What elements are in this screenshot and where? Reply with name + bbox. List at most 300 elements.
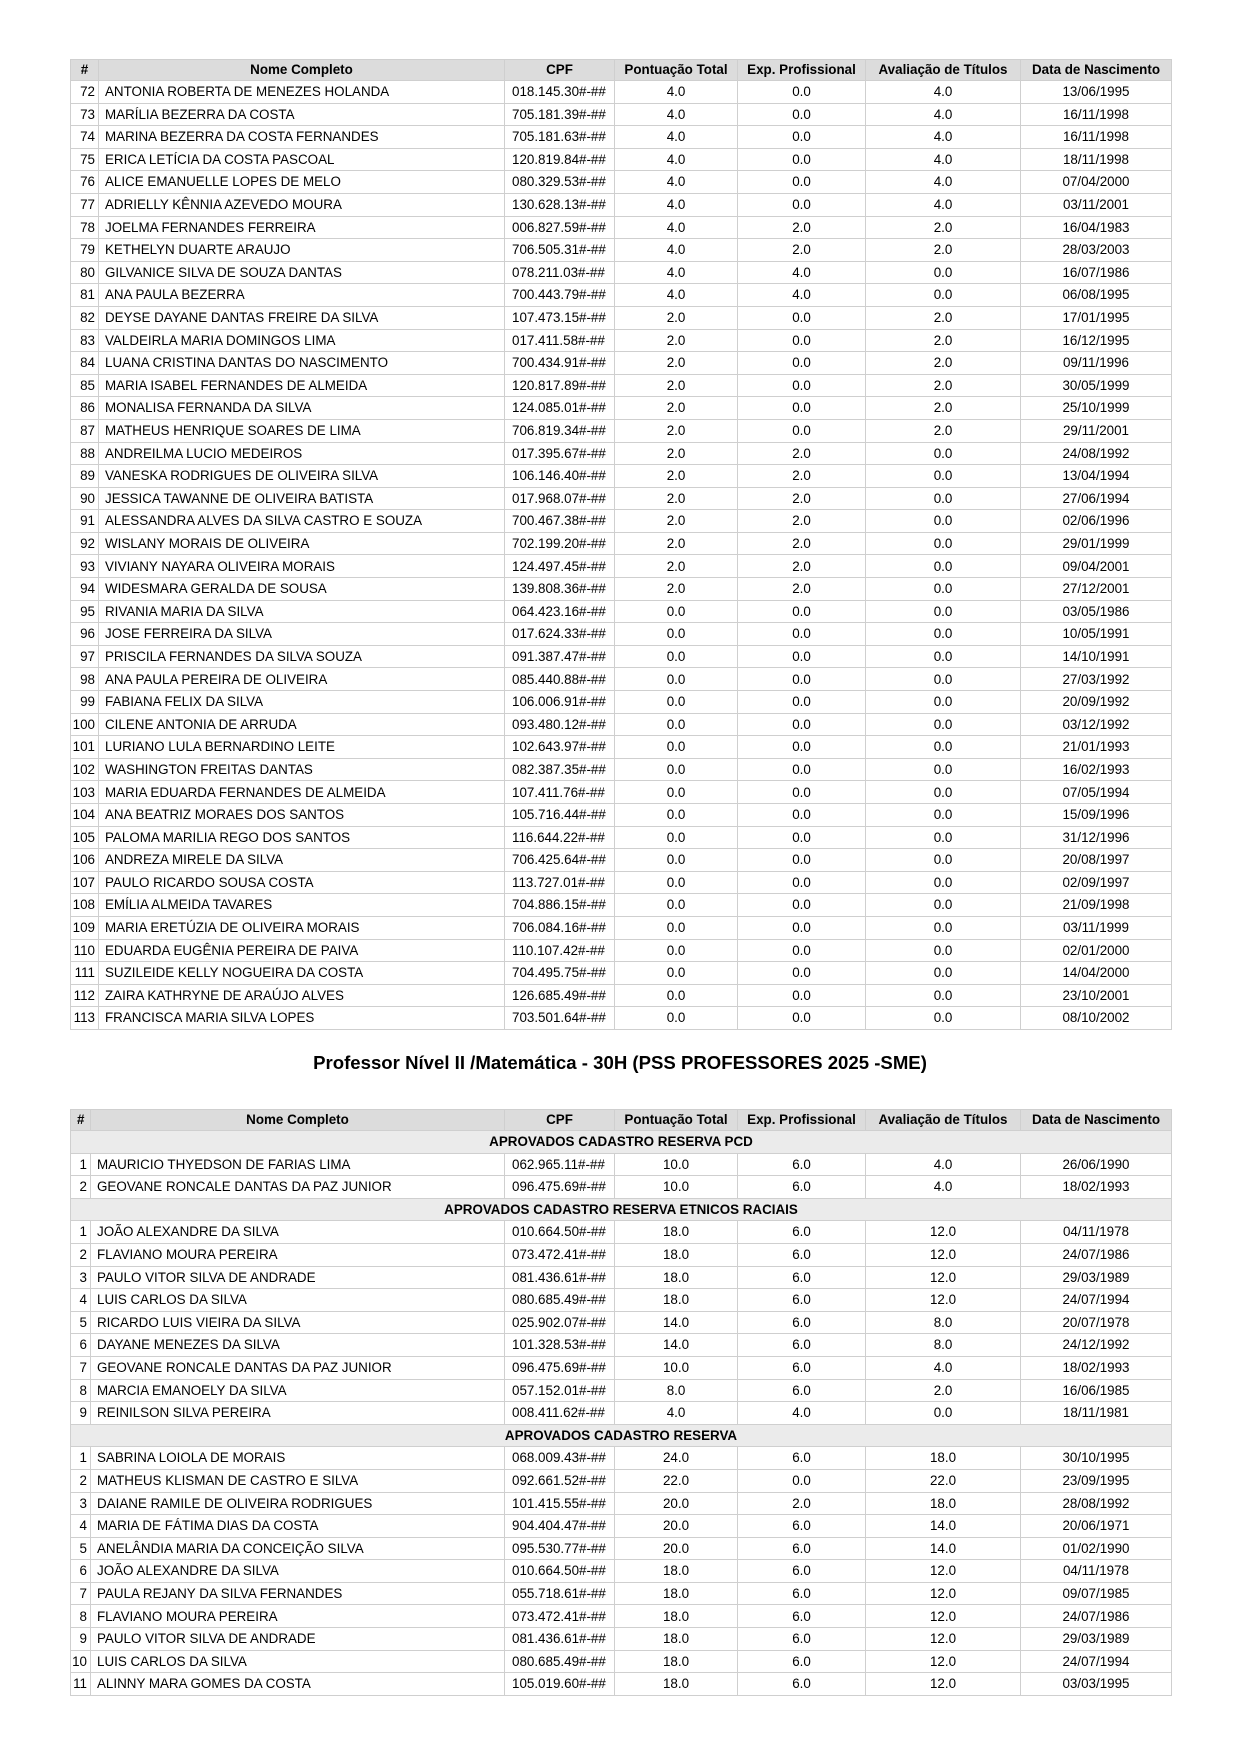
table-row — [71, 284, 1172, 307]
cell-cpf: 008.411.62#-## — [505, 1402, 615, 1425]
cell-cpf: 093.480.12#-## — [505, 713, 615, 736]
cell-total-score: 0.0 — [615, 623, 738, 646]
cell-total-score: 4.0 — [615, 239, 738, 262]
cell-title-evaluation: 12.0 — [866, 1650, 1021, 1673]
cell-name: DAIANE RAMILE DE OLIVEIRA RODRIGUES — [91, 1492, 505, 1515]
cell-total-score: 0.0 — [615, 826, 738, 849]
cell-title-evaluation: 0.0 — [866, 826, 1021, 849]
cell-number: 101 — [71, 736, 99, 759]
cell-professional-exp: 0.0 — [738, 600, 866, 623]
cell-total-score: 2.0 — [615, 442, 738, 465]
cell-title-evaluation: 2.0 — [866, 374, 1021, 397]
cell-title-evaluation: 4.0 — [866, 148, 1021, 171]
cell-professional-exp: 0.0 — [738, 962, 866, 985]
table-row — [71, 668, 1172, 691]
cell-number: 2 — [71, 1243, 91, 1266]
cell-professional-exp: 0.0 — [738, 419, 866, 442]
table-row — [71, 465, 1172, 488]
table-row — [71, 849, 1172, 872]
cell-birth-date: 02/06/1996 — [1021, 510, 1172, 533]
cell-title-evaluation: 0.0 — [866, 849, 1021, 872]
cell-total-score: 2.0 — [615, 329, 738, 352]
cell-cpf: 124.497.45#-## — [505, 555, 615, 578]
cell-title-evaluation: 12.0 — [866, 1221, 1021, 1244]
cell-title-evaluation: 12.0 — [866, 1628, 1021, 1651]
table-row — [71, 962, 1172, 985]
section-title: Professor Nível II /Matemática - 30H (PSS PROFESSORES 2025 -SME) — [313, 1052, 927, 1073]
cell-professional-exp: 0.0 — [738, 623, 866, 646]
cell-name: EMÍLIA ALMEIDA TAVARES — [99, 894, 505, 917]
cell-professional-exp: 6.0 — [738, 1266, 866, 1289]
cell-cpf: 120.817.89#-## — [505, 374, 615, 397]
cell-number: 82 — [71, 306, 99, 329]
cell-name: DEYSE DAYANE DANTAS FREIRE DA SILVA — [99, 306, 505, 329]
cell-name: JOSE FERREIRA DA SILVA — [99, 623, 505, 646]
cell-title-evaluation: 12.0 — [866, 1673, 1021, 1696]
cell-name: MARIA ERETÚZIA DE OLIVEIRA MORAIS — [99, 916, 505, 939]
cell-name: MARÍLIA BEZERRA DA COSTA — [99, 103, 505, 126]
cell-cpf: 096.475.69#-## — [505, 1356, 615, 1379]
cell-number: 94 — [71, 578, 99, 601]
cell-total-score: 18.0 — [615, 1605, 738, 1628]
cell-total-score: 2.0 — [615, 397, 738, 420]
table-row — [71, 1153, 1172, 1176]
cell-number: 84 — [71, 352, 99, 375]
col-header-number: # — [71, 60, 99, 81]
table-2-header — [71, 1110, 1172, 1131]
table-row — [71, 171, 1172, 194]
cell-number: 4 — [71, 1289, 91, 1312]
cell-total-score: 18.0 — [615, 1582, 738, 1605]
cell-cpf: 064.423.16#-## — [505, 600, 615, 623]
cell-total-score: 2.0 — [615, 419, 738, 442]
cell-number: 93 — [71, 555, 99, 578]
cell-cpf: 700.467.38#-## — [505, 510, 615, 533]
cell-total-score: 0.0 — [615, 713, 738, 736]
table-row — [71, 532, 1172, 555]
cell-cpf: 705.181.39#-## — [505, 103, 615, 126]
cell-title-evaluation: 12.0 — [866, 1582, 1021, 1605]
cell-title-evaluation: 4.0 — [866, 1176, 1021, 1199]
cell-total-score: 4.0 — [615, 284, 738, 307]
cell-title-evaluation: 18.0 — [866, 1447, 1021, 1470]
cell-birth-date: 20/07/1978 — [1021, 1311, 1172, 1334]
cell-professional-exp: 6.0 — [738, 1515, 866, 1538]
cell-professional-exp: 6.0 — [738, 1334, 866, 1357]
cell-total-score: 0.0 — [615, 600, 738, 623]
cell-professional-exp: 6.0 — [738, 1628, 866, 1651]
cell-total-score: 0.0 — [615, 781, 738, 804]
cell-total-score: 0.0 — [615, 668, 738, 691]
cell-professional-exp: 6.0 — [738, 1582, 866, 1605]
table-row — [71, 510, 1172, 533]
cell-title-evaluation: 4.0 — [866, 103, 1021, 126]
cell-name: ZAIRA KATHRYNE DE ARAÚJO ALVES — [99, 984, 505, 1007]
cell-birth-date: 30/05/1999 — [1021, 374, 1172, 397]
cell-total-score: 0.0 — [615, 1007, 738, 1030]
cell-name: VALDEIRLA MARIA DOMINGOS LIMA — [99, 329, 505, 352]
col-header-cpf: CPF — [505, 1110, 615, 1131]
cell-birth-date: 03/12/1992 — [1021, 713, 1172, 736]
table-row — [71, 1605, 1172, 1628]
cell-cpf: 706.425.64#-## — [505, 849, 615, 872]
table-row — [71, 487, 1172, 510]
cell-professional-exp: 0.0 — [738, 397, 866, 420]
cell-total-score: 2.0 — [615, 306, 738, 329]
cell-professional-exp: 0.0 — [738, 871, 866, 894]
cell-cpf: 101.415.55#-## — [505, 1492, 615, 1515]
table-row — [71, 1469, 1172, 1492]
cell-professional-exp: 6.0 — [738, 1311, 866, 1334]
cell-name: GILVANICE SILVA DE SOUZA DANTAS — [99, 261, 505, 284]
cell-number: 89 — [71, 465, 99, 488]
cell-number: 75 — [71, 148, 99, 171]
cell-cpf: 130.628.13#-## — [505, 193, 615, 216]
cell-name: KETHELYN DUARTE ARAUJO — [99, 239, 505, 262]
cell-number: 79 — [71, 239, 99, 262]
cell-name: FRANCISCA MARIA SILVA LOPES — [99, 1007, 505, 1030]
cell-birth-date: 04/11/1978 — [1021, 1560, 1172, 1583]
cell-birth-date: 09/07/1985 — [1021, 1582, 1172, 1605]
cell-number: 8 — [71, 1605, 91, 1628]
cell-total-score: 2.0 — [615, 555, 738, 578]
cell-name: ANDREILMA LUCIO MEDEIROS — [99, 442, 505, 465]
cell-title-evaluation: 0.0 — [866, 578, 1021, 601]
cell-professional-exp: 4.0 — [738, 1402, 866, 1425]
cell-number: 107 — [71, 871, 99, 894]
cell-cpf: 085.440.88#-## — [505, 668, 615, 691]
cell-title-evaluation: 12.0 — [866, 1605, 1021, 1628]
table-row — [71, 239, 1172, 262]
cell-professional-exp: 2.0 — [738, 578, 866, 601]
table-row — [71, 758, 1172, 781]
cell-birth-date: 14/04/2000 — [1021, 962, 1172, 985]
cell-cpf: 092.661.52#-## — [505, 1469, 615, 1492]
header-row — [71, 60, 1172, 81]
cell-professional-exp: 0.0 — [738, 374, 866, 397]
cell-birth-date: 16/02/1993 — [1021, 758, 1172, 781]
cell-cpf: 113.727.01#-## — [505, 871, 615, 894]
cell-number: 106 — [71, 849, 99, 872]
category-title: APROVADOS CADASTRO RESERVA ETNICOS RACIAIS — [71, 1198, 1172, 1221]
cell-name: EDUARDA EUGÊNIA PEREIRA DE PAIVA — [99, 939, 505, 962]
cell-cpf: 082.387.35#-## — [505, 758, 615, 781]
cell-total-score: 4.0 — [615, 193, 738, 216]
col-header-total-score: Pontuação Total — [615, 60, 738, 81]
cell-name: VANESKA RODRIGUES DE OLIVEIRA SILVA — [99, 465, 505, 488]
cell-birth-date: 07/05/1994 — [1021, 781, 1172, 804]
table-row — [71, 555, 1172, 578]
cell-number: 92 — [71, 532, 99, 555]
cell-total-score: 0.0 — [615, 804, 738, 827]
cell-name: ANDREZA MIRELE DA SILVA — [99, 849, 505, 872]
cell-professional-exp: 6.0 — [738, 1447, 866, 1470]
cell-professional-exp: 6.0 — [738, 1289, 866, 1312]
cell-total-score: 2.0 — [615, 532, 738, 555]
cell-total-score: 2.0 — [615, 487, 738, 510]
cell-birth-date: 29/03/1989 — [1021, 1266, 1172, 1289]
cell-birth-date: 21/09/1998 — [1021, 894, 1172, 917]
table-row — [71, 691, 1172, 714]
cell-professional-exp: 0.0 — [738, 171, 866, 194]
cell-cpf: 700.434.91#-## — [505, 352, 615, 375]
cell-cpf: 068.009.43#-## — [505, 1447, 615, 1470]
cell-professional-exp: 0.0 — [738, 1469, 866, 1492]
cell-professional-exp: 6.0 — [738, 1560, 866, 1583]
cell-total-score: 20.0 — [615, 1515, 738, 1538]
cell-name: MATHEUS HENRIQUE SOARES DE LIMA — [99, 419, 505, 442]
cell-name: FLAVIANO MOURA PEREIRA — [91, 1605, 505, 1628]
cell-title-evaluation: 14.0 — [866, 1515, 1021, 1538]
cell-total-score: 0.0 — [615, 849, 738, 872]
cell-birth-date: 13/06/1995 — [1021, 81, 1172, 104]
cell-cpf: 120.819.84#-## — [505, 148, 615, 171]
cell-number: 73 — [71, 103, 99, 126]
cell-name: WASHINGTON FREITAS DANTAS — [99, 758, 505, 781]
cell-professional-exp: 0.0 — [738, 352, 866, 375]
cell-title-evaluation: 0.0 — [866, 645, 1021, 668]
cell-number: 76 — [71, 171, 99, 194]
cell-birth-date: 25/10/1999 — [1021, 397, 1172, 420]
col-header-name: Nome Completo — [99, 60, 505, 81]
cell-professional-exp: 0.0 — [738, 849, 866, 872]
table-row — [71, 939, 1172, 962]
cell-total-score: 18.0 — [615, 1560, 738, 1583]
cell-cpf: 062.965.11#-## — [505, 1153, 615, 1176]
cell-number: 108 — [71, 894, 99, 917]
cell-professional-exp: 0.0 — [738, 713, 866, 736]
cell-number: 109 — [71, 916, 99, 939]
cell-title-evaluation: 4.0 — [866, 126, 1021, 149]
cell-title-evaluation: 2.0 — [866, 1379, 1021, 1402]
cell-birth-date: 18/02/1993 — [1021, 1356, 1172, 1379]
cell-name: SABRINA LOIOLA DE MORAIS — [91, 1447, 505, 1470]
cell-professional-exp: 2.0 — [738, 442, 866, 465]
cell-birth-date: 31/12/1996 — [1021, 826, 1172, 849]
cell-birth-date: 27/03/1992 — [1021, 668, 1172, 691]
cell-birth-date: 18/11/1998 — [1021, 148, 1172, 171]
table-row — [71, 126, 1172, 149]
table-row — [71, 1356, 1172, 1379]
table-row — [71, 1447, 1172, 1470]
cell-total-score: 4.0 — [615, 171, 738, 194]
cell-name: REINILSON SILVA PEREIRA — [91, 1402, 505, 1425]
cell-total-score: 2.0 — [615, 465, 738, 488]
cell-cpf: 706.819.34#-## — [505, 419, 615, 442]
cell-name: ALICE EMANUELLE LOPES DE MELO — [99, 171, 505, 194]
cell-total-score: 4.0 — [615, 1402, 738, 1425]
cell-name: WISLANY MORAIS DE OLIVEIRA — [99, 532, 505, 555]
cell-professional-exp: 0.0 — [738, 103, 866, 126]
cell-title-evaluation: 0.0 — [866, 600, 1021, 623]
cell-total-score: 18.0 — [615, 1628, 738, 1651]
cell-cpf: 017.395.67#-## — [505, 442, 615, 465]
cell-number: 100 — [71, 713, 99, 736]
cell-title-evaluation: 4.0 — [866, 1153, 1021, 1176]
table-row — [71, 148, 1172, 171]
cell-name: JOÃO ALEXANDRE DA SILVA — [91, 1560, 505, 1583]
table-row — [71, 736, 1172, 759]
cell-number: 88 — [71, 442, 99, 465]
cell-title-evaluation: 0.0 — [866, 465, 1021, 488]
cell-number: 5 — [71, 1537, 91, 1560]
cell-number: 112 — [71, 984, 99, 1007]
cell-professional-exp: 2.0 — [738, 465, 866, 488]
cell-total-score: 2.0 — [615, 352, 738, 375]
cell-number: 74 — [71, 126, 99, 149]
cell-birth-date: 20/08/1997 — [1021, 849, 1172, 872]
cell-name: MARIA ISABEL FERNANDES DE ALMEIDA — [99, 374, 505, 397]
cell-cpf: 096.475.69#-## — [505, 1176, 615, 1199]
cell-cpf: 095.530.77#-## — [505, 1537, 615, 1560]
cell-professional-exp: 6.0 — [738, 1379, 866, 1402]
cell-professional-exp: 0.0 — [738, 645, 866, 668]
cell-professional-exp: 2.0 — [738, 239, 866, 262]
cell-professional-exp: 0.0 — [738, 826, 866, 849]
table-row — [71, 1289, 1172, 1312]
cell-total-score: 10.0 — [615, 1356, 738, 1379]
table-row — [71, 1221, 1172, 1244]
cell-cpf: 116.644.22#-## — [505, 826, 615, 849]
cell-total-score: 0.0 — [615, 871, 738, 894]
col-header-birth-date: Data de Nascimento — [1021, 1110, 1172, 1131]
table-row — [71, 1515, 1172, 1538]
cell-total-score: 2.0 — [615, 374, 738, 397]
cell-name: MARIA DE FÁTIMA DIAS DA COSTA — [91, 1515, 505, 1538]
table-row — [71, 419, 1172, 442]
cell-birth-date: 23/09/1995 — [1021, 1469, 1172, 1492]
cell-number: 85 — [71, 374, 99, 397]
cell-professional-exp: 6.0 — [738, 1605, 866, 1628]
cell-number: 11 — [71, 1673, 91, 1696]
cell-cpf: 080.685.49#-## — [505, 1650, 615, 1673]
cell-birth-date: 27/12/2001 — [1021, 578, 1172, 601]
cell-birth-date: 03/05/1986 — [1021, 600, 1172, 623]
cell-cpf: 057.152.01#-## — [505, 1379, 615, 1402]
cell-number: 86 — [71, 397, 99, 420]
cell-cpf: 078.211.03#-## — [505, 261, 615, 284]
cell-birth-date: 02/09/1997 — [1021, 871, 1172, 894]
col-header-birth-date: Data de Nascimento — [1021, 60, 1172, 81]
cell-number: 81 — [71, 284, 99, 307]
cell-birth-date: 18/02/1993 — [1021, 1176, 1172, 1199]
cell-cpf: 102.643.97#-## — [505, 736, 615, 759]
cell-cpf: 010.664.50#-## — [505, 1560, 615, 1583]
cell-number: 102 — [71, 758, 99, 781]
cell-total-score: 0.0 — [615, 758, 738, 781]
cell-cpf: 704.886.15#-## — [505, 894, 615, 917]
cell-cpf: 017.624.33#-## — [505, 623, 615, 646]
cell-number: 103 — [71, 781, 99, 804]
cell-cpf: 700.443.79#-## — [505, 284, 615, 307]
cell-title-evaluation: 0.0 — [866, 962, 1021, 985]
cell-name: ANELÂNDIA MARIA DA CONCEIÇÃO SILVA — [91, 1537, 505, 1560]
cell-professional-exp: 0.0 — [738, 894, 866, 917]
table-row — [71, 781, 1172, 804]
cell-birth-date: 16/11/1998 — [1021, 126, 1172, 149]
cell-total-score: 24.0 — [615, 1447, 738, 1470]
cell-number: 7 — [71, 1356, 91, 1379]
cell-total-score: 0.0 — [615, 916, 738, 939]
cell-birth-date: 03/11/1999 — [1021, 916, 1172, 939]
cell-professional-exp: 0.0 — [738, 148, 866, 171]
cell-birth-date: 24/07/1986 — [1021, 1605, 1172, 1628]
cell-name: GEOVANE RONCALE DANTAS DA PAZ JUNIOR — [91, 1356, 505, 1379]
cell-name: LURIANO LULA BERNARDINO LEITE — [99, 736, 505, 759]
cell-professional-exp: 2.0 — [738, 532, 866, 555]
cell-name: ANA PAULA PEREIRA DE OLIVEIRA — [99, 668, 505, 691]
table-row — [71, 1311, 1172, 1334]
cell-professional-exp: 0.0 — [738, 781, 866, 804]
cell-number: 80 — [71, 261, 99, 284]
table-1-header — [71, 60, 1172, 81]
table-row — [71, 81, 1172, 104]
cell-title-evaluation: 0.0 — [866, 284, 1021, 307]
cell-title-evaluation: 0.0 — [866, 623, 1021, 646]
cell-birth-date: 16/11/1998 — [1021, 103, 1172, 126]
cell-name: ERICA LETÍCIA DA COSTA PASCOAL — [99, 148, 505, 171]
cell-name: PAULO RICARDO SOUSA COSTA — [99, 871, 505, 894]
cell-number: 111 — [71, 962, 99, 985]
cell-cpf: 080.329.53#-## — [505, 171, 615, 194]
cell-title-evaluation: 0.0 — [866, 1007, 1021, 1030]
cell-number: 8 — [71, 1379, 91, 1402]
cell-title-evaluation: 0.0 — [866, 736, 1021, 759]
cell-cpf: 107.473.15#-## — [505, 306, 615, 329]
cell-title-evaluation: 4.0 — [866, 1356, 1021, 1379]
cell-title-evaluation: 2.0 — [866, 216, 1021, 239]
table-row — [71, 894, 1172, 917]
cell-birth-date: 23/10/2001 — [1021, 984, 1172, 1007]
cell-number: 87 — [71, 419, 99, 442]
col-header-title-evaluation: Avaliação de Títulos — [866, 1110, 1021, 1131]
table-2-body — [71, 1131, 1172, 1696]
cell-number: 95 — [71, 600, 99, 623]
cell-total-score: 8.0 — [615, 1379, 738, 1402]
cell-number: 2 — [71, 1176, 91, 1199]
cell-birth-date: 29/11/2001 — [1021, 419, 1172, 442]
cell-birth-date: 20/09/1992 — [1021, 691, 1172, 714]
cell-number: 6 — [71, 1334, 91, 1357]
cell-title-evaluation: 0.0 — [866, 781, 1021, 804]
cell-total-score: 2.0 — [615, 578, 738, 601]
cell-name: MONALISA FERNANDA DA SILVA — [99, 397, 505, 420]
cell-professional-exp: 6.0 — [738, 1537, 866, 1560]
table-row — [71, 916, 1172, 939]
col-header-professional-exp: Exp. Profissional — [738, 60, 866, 81]
cell-total-score: 18.0 — [615, 1673, 738, 1696]
table-row — [71, 1334, 1172, 1357]
cell-name: VIVIANY NAYARA OLIVEIRA MORAIS — [99, 555, 505, 578]
cell-professional-exp: 0.0 — [738, 329, 866, 352]
cell-name: ANA PAULA BEZERRA — [99, 284, 505, 307]
cell-professional-exp: 6.0 — [738, 1176, 866, 1199]
col-header-name: Nome Completo — [91, 1110, 505, 1131]
cell-cpf: 101.328.53#-## — [505, 1334, 615, 1357]
cell-number: 1 — [71, 1221, 91, 1244]
cell-professional-exp: 2.0 — [738, 555, 866, 578]
cell-number: 4 — [71, 1515, 91, 1538]
cell-title-evaluation: 0.0 — [866, 916, 1021, 939]
cell-number: 90 — [71, 487, 99, 510]
table-row — [71, 578, 1172, 601]
cell-name: ALINNY MARA GOMES DA COSTA — [91, 1673, 505, 1696]
cell-birth-date: 02/01/2000 — [1021, 939, 1172, 962]
cell-title-evaluation: 0.0 — [866, 713, 1021, 736]
cell-cpf: 705.181.63#-## — [505, 126, 615, 149]
col-header-professional-exp: Exp. Profissional — [738, 1110, 866, 1131]
cell-total-score: 18.0 — [615, 1289, 738, 1312]
